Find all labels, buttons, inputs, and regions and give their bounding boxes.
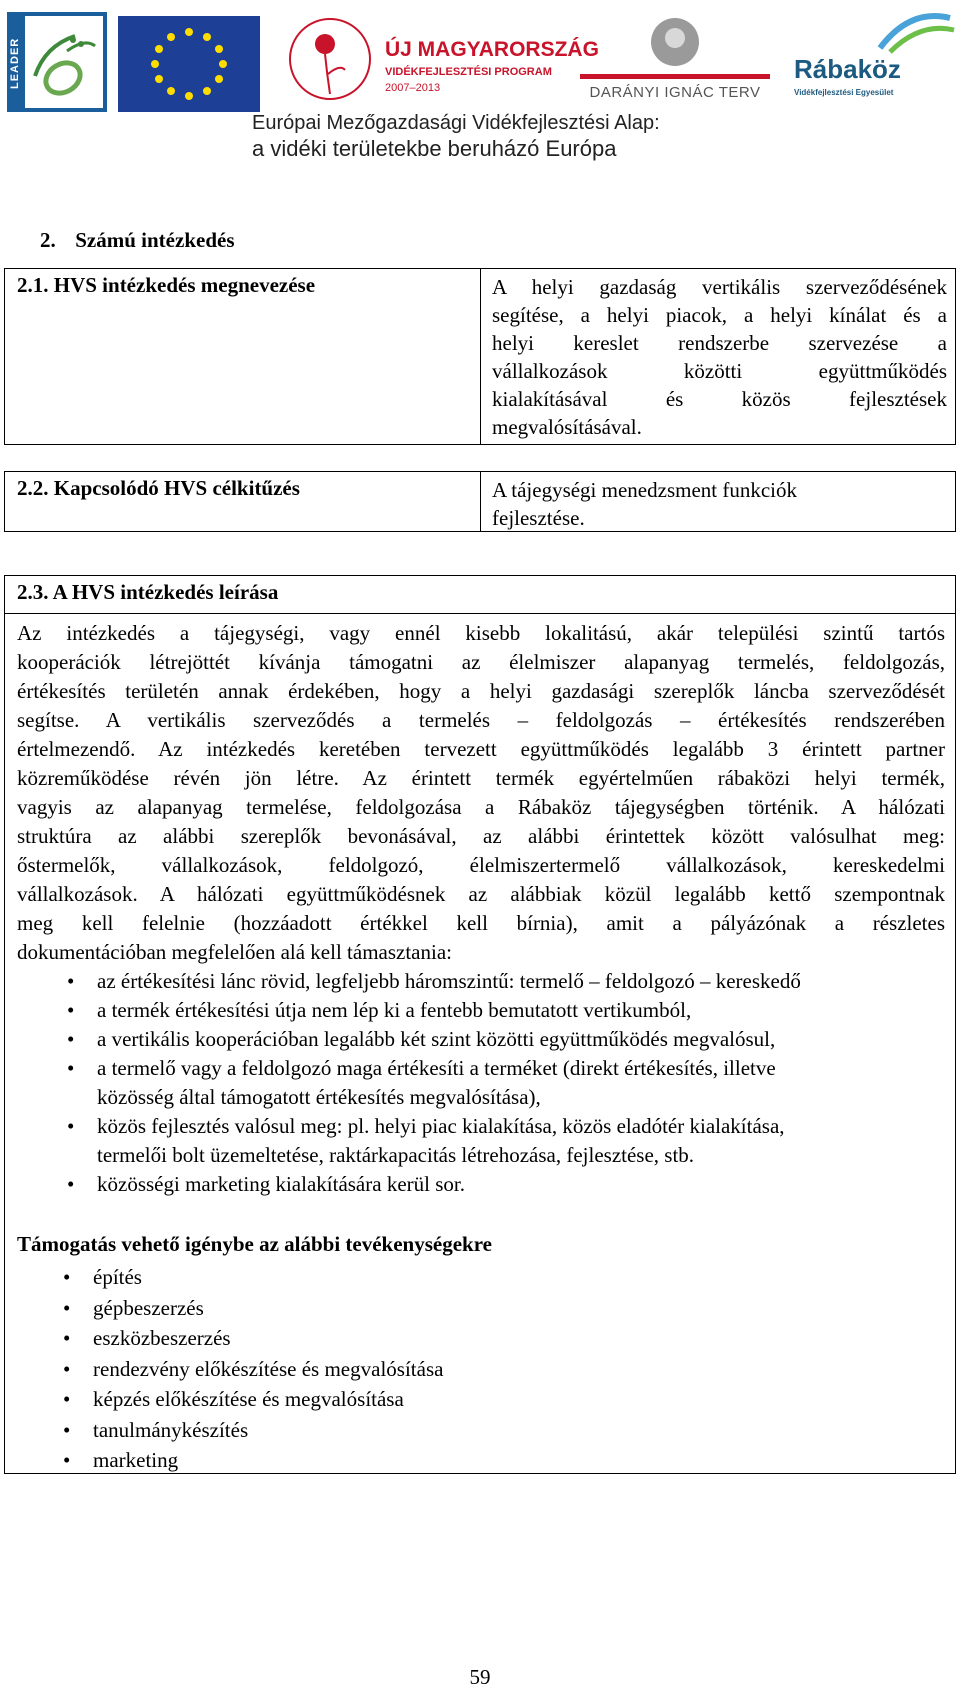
bullet-icon: • <box>63 1356 71 1381</box>
text-line: kialakításával és közös fejlesztések <box>492 387 947 411</box>
text-line: értelmezendő. Az intézkedés keretében tervezett együttműködés legalább 3 érintett partner <box>17 737 945 761</box>
table-measure-name <box>4 268 956 445</box>
support-list <box>17 1262 945 1476</box>
objective-label: 2.2. Kapcsolódó HVS célkitűzés <box>17 476 300 500</box>
list-item: • rendezvény előkészítése és megvalósítása <box>17 1354 945 1385</box>
text-line: struktúra az alábbi szereplők bevonásával, az alábbi érintettek között valósulhat meg: <box>17 824 945 848</box>
text-line: vagyis az alapanyag termelése, feldolgozása a Rábaköz tájegységben történik. A hálózati <box>17 795 945 819</box>
text-line: meg kell felelnie (hozzáadott értékkel kell bírnia), amit a pályázónak a részletes <box>17 911 945 935</box>
page-number: 59 <box>469 1665 491 1689</box>
eafrd-banner-line1: Európai Mezőgazdasági Vidékfejlesztési Alap: <box>252 112 660 134</box>
text-line: közreműködése révén jön létre. Az érintett termék egyértelműen rábaközi helyi termék, <box>17 766 945 790</box>
list-item: • közös fejlesztés valósul meg: pl. helyi piac kialakítása, közös eladótér kialakítása, termelői bolt üzemeltetése, raktárkapacitás létrehozása, fejlesztése, stb. <box>67 1114 785 1167</box>
leader-logo-emblem <box>25 16 103 108</box>
description-heading: 2.3. A HVS intézkedés leírása <box>17 580 279 604</box>
rabakoz-logo <box>790 8 958 108</box>
list-item: • az értékesítési lánc rövid, legfeljebb háromszintű: termelő – feldolgozó – kereskedő <box>17 967 945 996</box>
list-item: • a termék értékesítési útja nem lép ki a fentebb bemutatott vertikumból, <box>17 996 945 1025</box>
table-objective <box>4 471 956 532</box>
daranyi-text: DARÁNYI IGNÁC TERV <box>589 84 761 101</box>
eu-flag-logo <box>118 16 260 112</box>
ujm-years: 2007–2013 <box>385 82 441 94</box>
text-line: vállalkozások. A hálózati együttműködésnek az alábbiak közül legalább kettő szempontnak <box>17 882 945 906</box>
bullet-icon: • <box>63 1326 71 1350</box>
table-description <box>4 575 956 1474</box>
measure-name-value <box>492 273 947 441</box>
eafrd-banner-line2: a vidéki területekbe beruházó Európa <box>252 136 617 161</box>
text-line: fejlesztése. <box>492 506 585 530</box>
text-line: őstermelők, vállalkozások, feldolgozó, élelmiszertermelő vállalkozások, kereskedelmi <box>17 853 945 877</box>
list-item: • a vertikális kooperációban legalább két szint közötti együttműködés megvalósul, <box>17 1025 945 1054</box>
support-heading: Támogatás vehető igénybe az alábbi tevékenységekre <box>17 1232 492 1256</box>
ujm-subtitle: VIDÉKFEJLESZTÉSI PROGRAM <box>385 66 552 78</box>
text-line: helyi kereslet rendszerbe szervezése a <box>492 331 947 355</box>
bullet-icon: • <box>63 1295 71 1320</box>
section-number: 2. <box>40 228 56 252</box>
text-line: A helyi gazdaság vertikális szerveződésének <box>492 275 947 299</box>
text-line: Az intézkedés a tájegységi, vagy ennél kisebb lokalitású, akár települési szintű tartós <box>17 621 945 645</box>
text-line: megvalósításával. <box>492 415 642 439</box>
logo-header <box>0 0 960 180</box>
list-item: • tanulmánykészítés <box>17 1415 945 1446</box>
list-item: • közösségi marketing kialakítására kerül sor. <box>17 1170 945 1199</box>
rabakoz-subtitle: Vidékfejlesztési Egyesület <box>794 88 894 97</box>
daranyi-ignac-terv-logo <box>580 14 770 106</box>
list-item: • marketing <box>17 1445 945 1476</box>
heading-divider <box>5 613 955 614</box>
bullet-icon: • <box>63 1387 71 1411</box>
list-item: • képzés előkészítése és megvalósítása <box>17 1384 945 1415</box>
section-heading <box>40 228 235 253</box>
uj-magyarorszag-logo <box>285 14 599 104</box>
criteria-list <box>17 967 945 1199</box>
text-line: A tájegységi menedzsment funkciók <box>492 478 798 502</box>
text-line: segítése, a helyi piacok, a helyi kínálat és a <box>492 303 947 327</box>
list-item: • gépbeszerzés <box>17 1293 945 1324</box>
text-line: dokumentációban megfelelően alá kell támasztania: <box>17 940 452 964</box>
list-item: • építés <box>17 1262 945 1293</box>
text-line: értékesítés területén annak érdekében, hogy a helyi gazdasági szereplők láncba szerveződését <box>17 679 945 703</box>
measure-name-label: 2.1. HVS intézkedés megnevezése <box>17 273 316 297</box>
wave-icon <box>790 8 958 58</box>
list-item: • a termelő vagy a feldolgozó maga értékesíti a terméket (direkt értékesítés, illetve közösség által támogatott értékesítés megvalósítása), <box>67 1056 776 1109</box>
column-divider <box>480 472 481 531</box>
text-line: segítse. A vertikális szerveződés a termelés – feldolgozás – értékesítés rendszerében <box>17 708 945 732</box>
column-divider <box>480 269 481 444</box>
text-line: vállalkozások közötti együttműködés <box>492 359 947 383</box>
rabakoz-name: Rábaköz <box>794 54 901 84</box>
bullet-icon: • <box>63 1448 71 1472</box>
eu-stars-icon <box>118 16 260 112</box>
ujm-title: ÚJ MAGYARORSZÁG <box>385 38 599 61</box>
bullet-icon: • <box>67 1114 75 1138</box>
bullet-icon: • <box>63 1265 71 1289</box>
description-paragraph <box>17 619 945 967</box>
bullet-icon: • <box>63 1417 71 1442</box>
flower-icon <box>285 14 375 104</box>
bullet-icon: • <box>67 1172 75 1196</box>
portrait-icon <box>580 14 770 84</box>
leader-logo-text: LEADER <box>9 37 21 89</box>
bullet-icon: • <box>67 1027 75 1051</box>
list-item: • eszközbeszerzés <box>17 1323 945 1354</box>
objective-value <box>492 476 947 532</box>
text-line: kooperációk létrejöttét kívánja támogatni az élelmiszer alapanyag termelés, feldolgozás, <box>17 650 945 674</box>
section-title: Számú intézkedés <box>75 228 235 252</box>
leader-logo <box>7 12 107 112</box>
bullet-icon: • <box>67 969 75 993</box>
bullet-icon: • <box>67 998 75 1022</box>
bullet-icon: • <box>67 1056 75 1080</box>
